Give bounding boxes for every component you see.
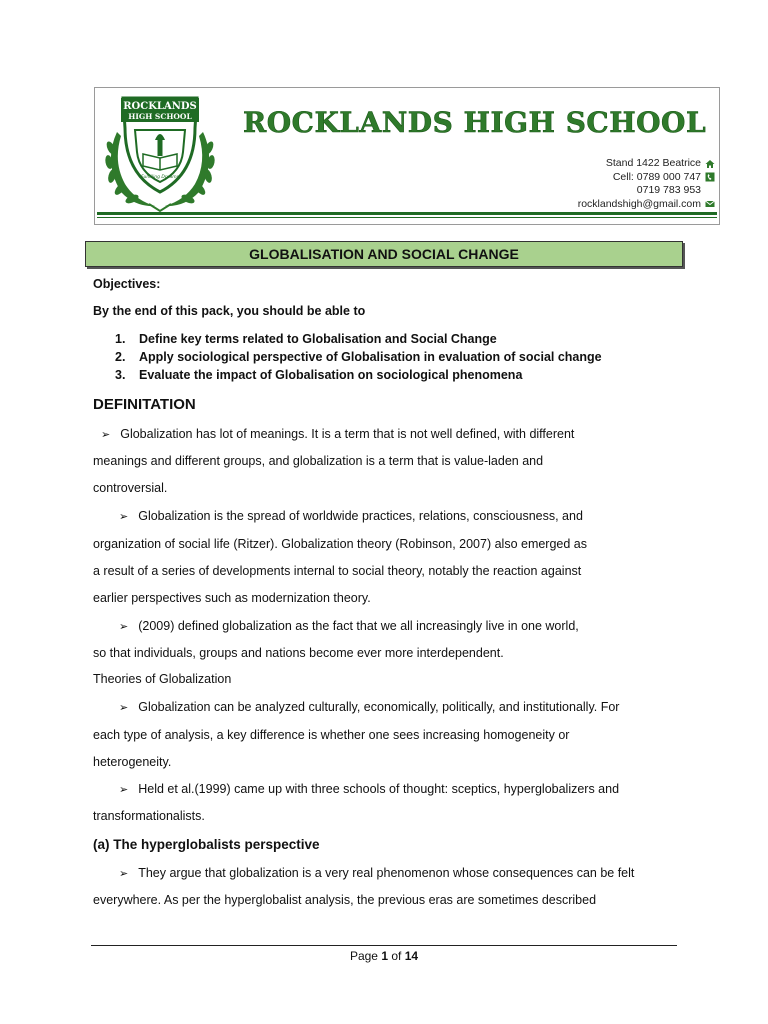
crest-motto: Fulfilling Dreams <box>141 175 179 180</box>
objective-num: 2. <box>115 350 126 364</box>
arrow-bullet-icon: ➢ <box>119 702 129 714</box>
arrow-bullet-icon: ➢ <box>119 511 129 523</box>
contact-address-line <box>578 157 715 171</box>
contact-phone2-line <box>578 184 715 198</box>
header-rule-thick <box>97 212 717 215</box>
objective-text: Define key terms related to Globalisation and Social Change <box>139 332 497 346</box>
contact-email-line <box>578 198 715 212</box>
definition-bullet-line: ➢ Held et al.(1999) came up with three schools of thought: sceptics, hyperglobalizers and <box>119 782 620 796</box>
hyperglobalists-bullet-line: ➢ They argue that globalization is a very real phenomenon whose consequences can be felt <box>119 866 635 880</box>
footer-rule <box>91 945 677 946</box>
contact-cell-line <box>578 171 715 185</box>
mail-icon <box>705 199 715 209</box>
objective-item <box>115 332 497 346</box>
topic-banner: GLOBALISATION AND SOCIAL CHANGE <box>85 241 683 267</box>
contact-address: Stand 1422 Beatrice <box>605 157 701 169</box>
contact-cell: Cell: 0789 000 747 <box>612 170 701 183</box>
theories-subtitle: Theories of Globalization <box>93 672 232 686</box>
arrow-bullet-icon: ➢ <box>119 621 129 633</box>
arrow-bullet-icon: ➢ <box>119 868 129 880</box>
hyperglobalists-line: everywhere. As per the hyperglobalist analysis, the previous eras are sometimes described <box>93 893 597 907</box>
definition-line: organization of social life (Ritzer). Globalization theory (Robinson, 2007) also emerged as <box>93 537 588 551</box>
definition-line: a result of a series of developments internal to social theory, notably the reaction against <box>93 564 582 578</box>
contact-block <box>578 157 715 211</box>
objective-text: Evaluate the impact of Globalisation on sociological phenomena <box>139 368 523 382</box>
objective-text: Apply sociological perspective of Globalisation in evaluation of social change <box>139 350 602 364</box>
letterhead <box>94 87 720 225</box>
of-label: of <box>391 949 402 963</box>
header-rule-thin <box>97 217 717 218</box>
objective-num: 3. <box>115 368 126 382</box>
home-icon <box>705 159 715 169</box>
objective-num: 1. <box>115 332 126 346</box>
page-footer <box>0 949 768 963</box>
objectives-intro: By the end of this pack, you should be able to <box>93 304 366 318</box>
definition-bullet-line: ➢ Globalization has lot of meanings. It is a term that is not well defined, with different <box>101 427 575 441</box>
definition-heading: DEFINITATION <box>93 396 196 413</box>
school-crest-logo <box>99 92 221 216</box>
definition-line: transformationalists. <box>93 809 205 823</box>
definition-bullet-line: ➢ Globalization is the spread of worldwide practices, relations, consciousness, and <box>119 509 583 523</box>
definition-line: controversial. <box>93 481 168 495</box>
objectives-label: Objectives: <box>93 277 161 291</box>
definition-line: so that individuals, groups and nations become ever more interdependent. <box>93 646 504 660</box>
page-total: 14 <box>404 949 419 963</box>
crest-top-text: ROCKLANDS <box>123 101 197 112</box>
arrow-bullet-icon: ➢ <box>101 429 111 441</box>
definition-line: each type of analysis, a key difference is whether one sees increasing homogeneity or <box>93 728 570 742</box>
contact-phone2: 0719 783 953 <box>636 184 701 196</box>
crest-sub-text: HIGH SCHOOL <box>128 112 192 121</box>
definition-line: heterogeneity. <box>93 755 172 769</box>
school-title: ROCKLANDS HIGH SCHOOL <box>243 106 707 139</box>
objective-item <box>115 350 602 364</box>
hyperglobalists-heading: (a) The hyperglobalists perspective <box>93 837 320 852</box>
definition-bullet-line: ➢ (2009) defined globalization as the fact that we all increasingly live in one world, <box>119 619 579 633</box>
page-label: Page <box>349 949 378 963</box>
phone-icon <box>705 172 715 182</box>
objective-item <box>115 368 522 382</box>
contact-email[interactable]: rocklandshigh@gmail.com <box>577 197 701 210</box>
page-number: 1 <box>381 949 388 963</box>
definition-line: earlier perspectives such as modernization theory. <box>93 591 371 605</box>
arrow-bullet-icon: ➢ <box>119 784 129 796</box>
definition-line: meanings and different groups, and globalization is a term that is value-laden and <box>93 454 544 468</box>
definition-bullet-line: ➢ Globalization can be analyzed culturally, economically, politically, and institutionally. For <box>119 700 620 714</box>
